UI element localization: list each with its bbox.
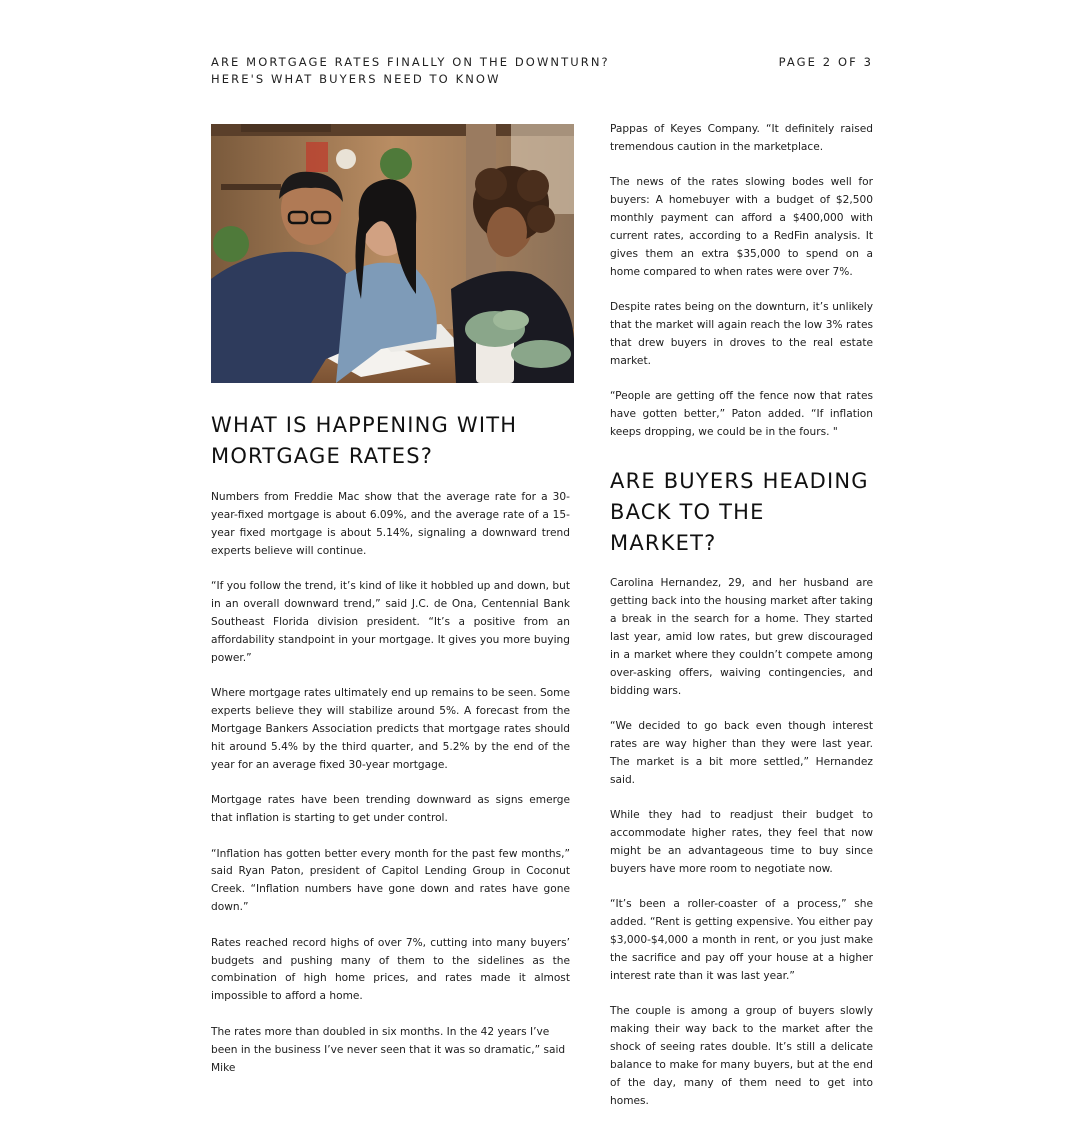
right-column [610, 121, 873, 1128]
paragraph: Numbers from Freddie Mac show that the average rate for a 30-year-fixed mortgage is about 6.09%, and the average rate of a 15-year fixed mortgage is about 5.14%, signaling a downward trend experts believe will continue. [211, 491, 570, 557]
section-heading-buyers: ARE BUYERS HEADING BACK TO THE MARKET? [610, 469, 869, 556]
paragraph: Where mortgage rates ultimately end up remains to be seen. Some experts believe they will stabilize around 5%. A forecast from the Mortgage Bankers Association predicts that mortgage rates should hit around 5.4% by the third quarter, and 5.2% by the end of the year for an average fixed 30-year mortgage. [211, 687, 570, 771]
paragraph: “People are getting off the fence now that rates have gotten better,” Paton added. “If inflation keeps dropping, we could be in the fours. " [610, 390, 873, 439]
paragraph: Rates reached record highs of over 7%, cutting into many buyers’ budgets and pushing many of them to the sidelines as the combination of high home prices, and rates made it almost impossible to afford a home. [211, 936, 570, 1003]
paragraph: “We decided to go back even though interest rates are way higher than they were last year. The market is a bit more settled,” Hernandez said. [610, 719, 873, 786]
paragraph: Mortgage rates have been trending downward as signs emerge that inflation is starting to get under control. [211, 794, 570, 825]
section-heading-rates: WHAT IS HAPPENING WITH MORTGAGE RATES? [211, 413, 518, 468]
photo-three-people-icon [211, 124, 574, 383]
paragraph: While they had to readjust their budget to accommodate higher rates, they feel that now might be an advantageous time to buy since buyers have more room to negotiate now. [610, 809, 873, 875]
paragraph: Despite rates being on the downturn, it’s unlikely that the market will again reach the low 3% rates that drew buyers in droves to the real estate market. [610, 301, 873, 367]
article-title-line-1: ARE MORTGAGE RATES FINALLY ON THE DOWNTURN? [211, 55, 610, 69]
paragraph: “It’s been a roller-coaster of a process,” she added. “Rent is getting expensive. You either pay $3,000-$4,000 a month in rent, or you just make the sacrifice and pay off your house at a higher interest rate than it was last year.” [610, 898, 873, 982]
page-number: PAGE 2 OF 3 [778, 55, 873, 69]
paragraph: “Inflation has gotten better every month for the past few months,” said Ryan Paton, president of Capitol Lending Group in Coconut Creek. “Inflation numbers have gone down and rates have gone down.” [211, 847, 570, 914]
running-header [211, 54, 873, 88]
hero-photo [211, 124, 574, 383]
article-title-line-2: HERE'S WHAT BUYERS NEED TO KNOW [211, 72, 501, 86]
paragraph: The couple is among a group of buyers slowly making their way back to the market after the shock of seeing rates double. It’s still a delicate balance to make for many buyers, but at the end of the day, many of them need to get into homes. [610, 1005, 873, 1107]
paragraph: Carolina Hernandez, 29, and her husband are getting back into the housing market after taking a break in the search for a home. They started last year, amid low rates, but grew discouraged in a market where they couldn’t compete among over-asking offers, waiving contingencies, and bidding wars. [610, 577, 873, 697]
paragraph: The news of the rates slowing bodes well for buyers: A homebuyer with a budget of $2,500 monthly payment can afford a $400,000 with current rates, according to a RedFin analysis. It gives them an extra $35,000 to spend on a home compared to when rates were over 7%. [610, 176, 873, 278]
paragraph: Pappas of Keyes Company. “It definitely raised tremendous caution in the marketplace. [610, 123, 873, 153]
paragraph: The rates more than doubled in six months. In the 42 years I’ve been in the business I’ve never seen that it was so dramatic,” said Mike [211, 1025, 566, 1074]
paragraph: “If you follow the trend, it’s kind of like it hobbled up and down, but in an overall downward trend,” said J.C. de Ona, Centennial Bank Southeast Florida division president. “It’s a positive from an affordability standpoint in your mortgage. It gives you more buying power.” [211, 580, 570, 664]
article-title [211, 54, 610, 88]
left-column [211, 124, 570, 1095]
